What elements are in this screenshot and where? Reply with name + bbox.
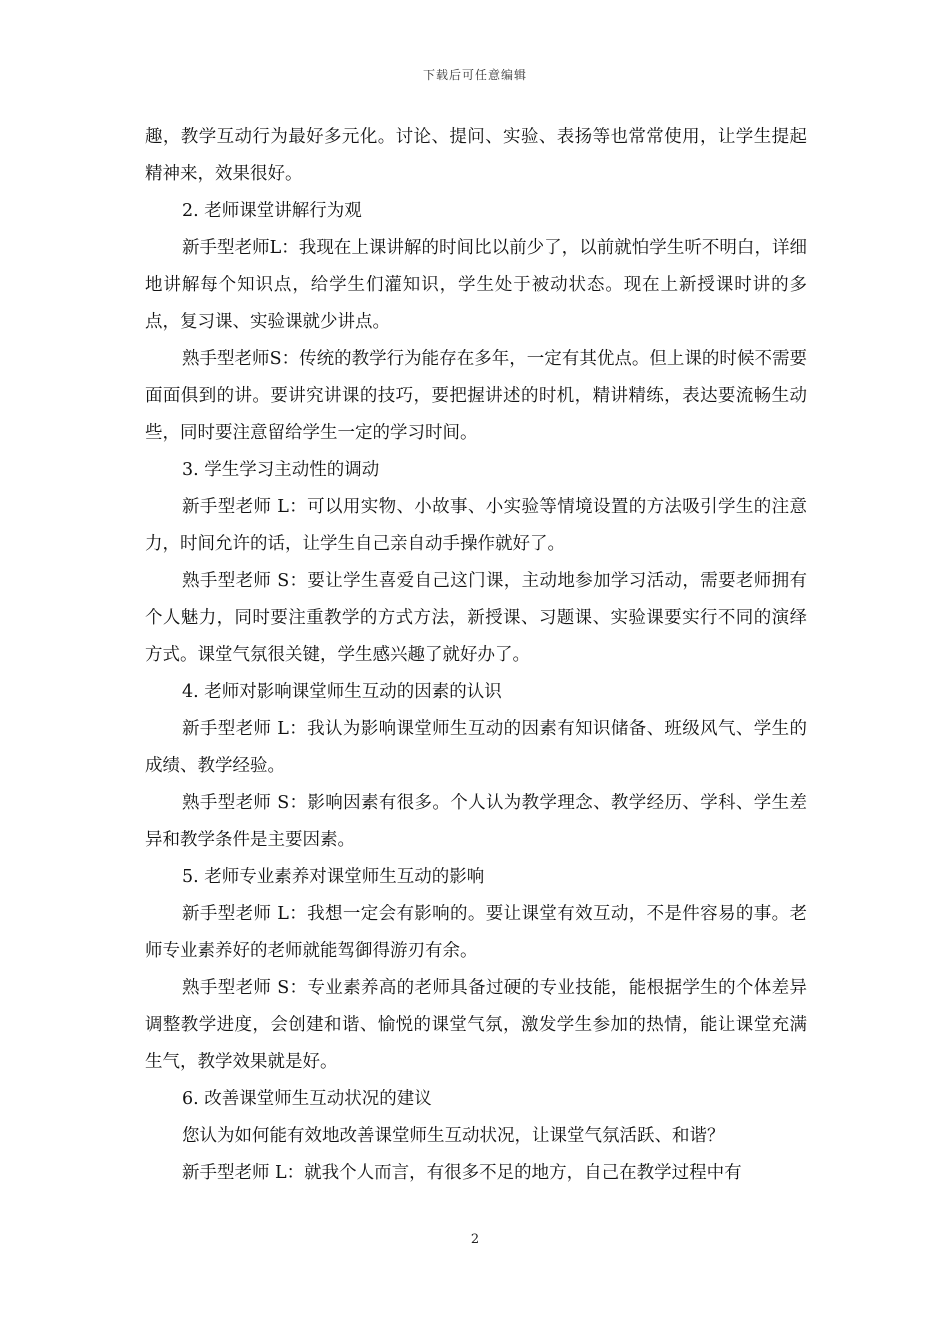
paragraph: 熟手型老师 S：要让学生喜爱自己这门课，主动地参加学习活动，需要老师拥有个人魅力，同时要注重教学的方式方法，新授课、习题课、实验课要实行不同的演绎方式。课堂气氛很关键，学生感兴趣了就好办了。 (145, 571, 807, 665)
section-heading: 4. 老师对影响课堂师生互动的因素的认识 (182, 682, 502, 702)
document-body (145, 119, 807, 1192)
paragraph: 新手型老师 L：可以用实物、小故事、小实验等情境设置的方法吸引学生的注意力，时间允许的话，让学生自己亲自动手操作就好了。 (145, 497, 807, 554)
section-heading: 3. 学生学习主动性的调动 (182, 460, 380, 480)
section-heading: 2. 老师课堂讲解行为观 (182, 201, 362, 221)
paragraph: 您认为如何能有效地改善课堂师生互动状况，让课堂气氛活跃、和谐？ (182, 1126, 725, 1146)
paragraph: 熟手型老师S：传统的教学行为能存在多年，一定有其优点。但上课的时候不需要面面俱到的讲。要讲究讲课的技巧，要把握讲述的时机，精讲精练，表达要流畅生动些，同时要注意留给学生一定的学习时间。 (145, 349, 807, 443)
paragraph: 新手型老师 L：我想一定会有影响的。要让课堂有效互动，不是件容易的事。老师专业素养好的老师就能驾御得游刃有余。 (145, 904, 807, 961)
paragraph: 熟手型老师 S：专业素养高的老师具备过硬的专业技能，能根据学生的个体差异调整教学进度，会创建和谐、愉悦的课堂气氛，激发学生参加的热情，能让课堂充满生气，教学效果就是好。 (145, 978, 807, 1072)
paragraph: 趣，教学互动行为最好多元化。讨论、提问、实验、表扬等也常常使用，让学生提起精神来，效果很好。 (145, 127, 807, 184)
paragraph: 熟手型老师 S：影响因素有很多。个人认为教学理念、教学经历、学科、学生差异和教学条件是主要因素。 (145, 793, 807, 850)
section-heading: 6. 改善课堂师生互动状况的建议 (182, 1089, 432, 1109)
paragraph: 新手型老师 L：就我个人而言，有很多不足的地方，自己在教学过程中有 (182, 1163, 742, 1183)
page-header: 下载后可任意编辑 (422, 68, 527, 82)
section-heading: 5. 老师专业素养对课堂师生互动的影响 (182, 867, 485, 887)
paragraph: 新手型老师 L：我认为影响课堂师生互动的因素有知识储备、班级风气、学生的成绩、教学经验。 (145, 719, 807, 776)
page-number: 2 (470, 1232, 480, 1247)
paragraph: 新手型老师L：我现在上课讲解的时间比以前少了，以前就怕学生听不明白，详细地讲解每个知识点，给学生们灌知识，学生处于被动状态。现在上新授课时讲的多点，复习课、实验课就少讲点。 (145, 238, 807, 332)
